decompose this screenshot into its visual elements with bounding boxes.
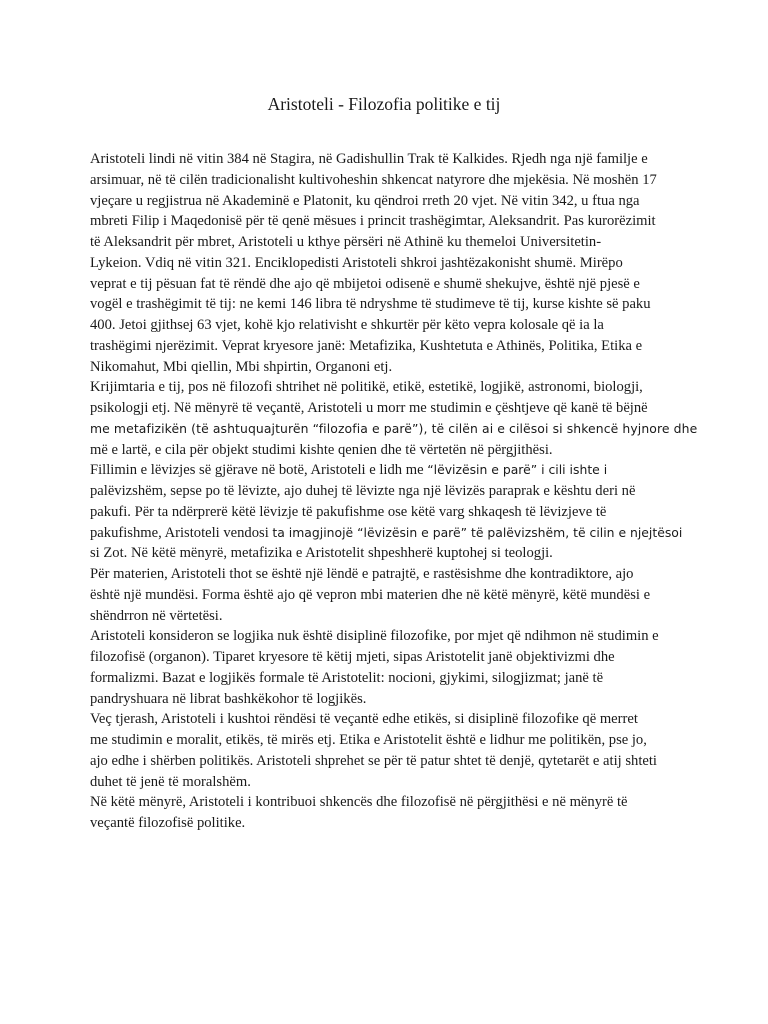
paragraph	[90, 440, 686, 461]
text-line: Veç tjerash, Aristoteli i kushtoi rëndësi të veçantë edhe etikës, si disiplinë filozofike që merret	[90, 711, 638, 728]
document-title: Aristoteli - Filozofia politike e tij	[267, 94, 501, 114]
paragraph	[90, 377, 686, 419]
text-line: trashëgimi njerëzimit. Veprat kryesore janë: Metafizika, Kushtetuta e Athinës, Politika, Etika e	[90, 337, 643, 354]
text-line: pandryshuara në librat bashkëkohor të logjikës.	[90, 690, 367, 707]
text-line: me studimin e moralit, etikës, të mirës etj. Etika e Aristotelit është e lidhur me politikën, pse jo,	[90, 732, 647, 748]
text-line: vogël e trashëgimit të tij: ne kemi 146 libra të ndryshme të studimeve të tij, kurse kishte së paku	[90, 296, 651, 313]
text-line: Për materien, Aristoteli thot se është një lëndë e patrajtë, e rastësishme dhe kontradiktore, ajo	[90, 566, 634, 582]
text-run-light: “lëvizësin e parë” i cili ishte i	[427, 462, 608, 478]
text-line: është një mundësi. Forma është ajo që vepron mbi materien dhe në këtë mënyrë, këtë mundësi e	[90, 586, 651, 603]
paragraph	[90, 626, 686, 709]
text-line: Në këtë mënyrë, Aristoteli i kontribuoi shkencës dhe filozofisë në përgjithësi e në mënyrë të	[90, 794, 628, 811]
text-line: Lykeion. Vdiq në vitin 321. Enciklopedisti Aristoteli shkroi jashtëzakonisht shumë. Mirëpo	[90, 254, 623, 271]
text-line: Nikomahut, Mbi qiellin, Mbi shpirtin, Organoni etj.	[90, 358, 393, 375]
text-line: të Aleksandrit për mbret, Aristoteli u kthye përsëri në Athinë ku themeloi Universitetin-	[90, 234, 602, 250]
text-line: Aristoteli lindi në vitin 384 në Stagira, në Gadishullin Trak të Kalkides. Rjedh nga një familje e	[90, 151, 648, 167]
text-line: me metafizikën (të ashtuquajturën “filozofia e parë”), të cilën ai e cilësoi si shkencë hyjnore dhe	[90, 420, 698, 436]
text-run: pakufishme, Aristoteli vendosi	[90, 524, 273, 541]
text-line: filozofisë (organon). Tiparet kryesore të këtij mjeti, sipas Aristotelit janë objektivizmi dhe	[90, 649, 615, 665]
text-line: më e lartë, e cila për objekt studimi kishte qenien dhe të vërtetën në përgjithësi.	[90, 441, 553, 458]
paragraph	[90, 460, 686, 564]
text-run: pakufi. Për ta ndërprerë këtë lëvizje të pakufishme ose këtë varg shkaqesh të lëvizjeve të	[90, 503, 607, 520]
text-line	[90, 543, 686, 564]
text-run: Fillimin e lëvizjes së gjërave në botë, Aristoteli e lidh me	[90, 462, 428, 479]
text-line: psikologji etj. Në mënyrë të veçantë, Aristoteli u morr me studimin e çështjeve që kanë të bëjnë	[90, 400, 648, 416]
text-line: duhet të jenë të moralshëm.	[90, 773, 251, 790]
text-run: palëvizshëm, sepse po të lëvizte, ajo duhej të lëvizte nga një lëvizës paraprak e kështu deri në	[90, 483, 636, 499]
text-line: Aristoteli konsideron se logjika nuk është disiplinë filozofike, por mjet që ndihmon në studimin e	[90, 628, 659, 645]
text-line: ajo edhe i shërben politikës. Aristoteli shprehet se për të patur shtet të denjë, qytetarët e atij shteti	[90, 752, 657, 769]
paragraph	[90, 419, 698, 440]
paragraph	[90, 564, 686, 626]
text-line	[90, 502, 686, 523]
text-run: si Zot. Në këtë mënyrë, metafizika e Aristotelit shpeshherë kuptohej si teologji.	[90, 545, 553, 562]
text-line: veçantë filozofisë politike.	[90, 815, 246, 831]
text-line: 400. Jetoi gjithsej 63 vjet, kohë kjo relativisht e shkurtër për këto vepra kolosale që ia la	[90, 317, 604, 333]
paragraph	[90, 149, 686, 377]
text-line: veprat e tij pësuan fat të rëndë dhe ajo që mbijetoi odisenë e shumë shekujve, është një pjesë e	[90, 275, 640, 292]
text-line: mbreti Filip i Maqedonisë për të qenë mësues i princit trashëgimtar, Aleksandrit. Pas kurorëzimit	[90, 213, 656, 230]
text-line: formalizmi. Bazat e logjikës formale të Aristotelit: nocioni, gjykimi, silogjizmat; janë të	[90, 669, 604, 686]
text-line: arsimuar, në të cilën tradicionalisht kultivoheshin shkencat natyrore dhe mjekësia. Në moshën 17	[90, 171, 657, 188]
text-line: Krijimtaria e tij, pos në filozofi shtrihet në politikë, etikë, estetikë, logjikë, astronomi, biologji,	[90, 379, 643, 396]
text-line: vjeçare u regjistrua në Akademinë e Platonit, ku qëndroi rreth 20 vjet. Në vitin 342, u ftua nga	[90, 192, 640, 209]
paragraph	[90, 709, 686, 792]
text-line	[90, 481, 686, 502]
paragraph	[90, 792, 686, 834]
document-body	[90, 149, 698, 834]
text-line	[90, 523, 686, 544]
text-line	[90, 460, 686, 481]
text-run-light: ta imagjinojë “lëvizësin e parë” të palëvizshëm, të cilin e njejtësoi	[272, 524, 683, 540]
text-line: shëndrron në vërtetësi.	[90, 607, 223, 624]
